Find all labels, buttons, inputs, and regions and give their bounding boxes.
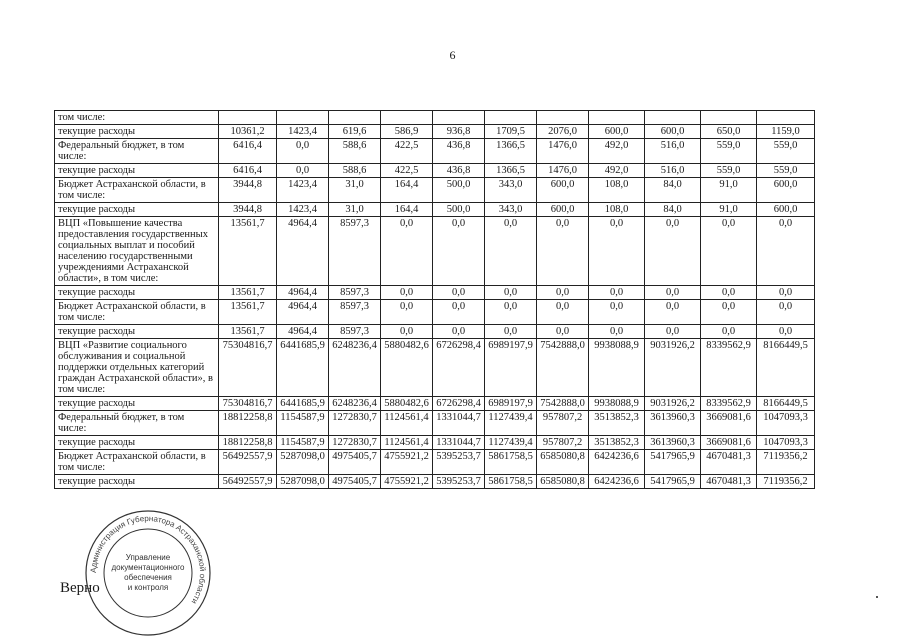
value-cell — [589, 111, 645, 125]
value-cell: 6585080,8 — [537, 450, 589, 475]
value-cell: 4755921,2 — [381, 475, 433, 489]
table-row — [55, 411, 815, 436]
value-cell: 343,0 — [485, 178, 537, 203]
value-cell: 5880482,6 — [381, 339, 433, 397]
value-cell: 422,5 — [381, 164, 433, 178]
value-cell: 108,0 — [589, 203, 645, 217]
row-label: текущие расходы — [55, 397, 219, 411]
official-stamp — [78, 508, 218, 638]
value-cell: 1366,5 — [485, 139, 537, 164]
value-cell: 0,0 — [381, 325, 433, 339]
value-cell: 588,6 — [329, 139, 381, 164]
value-cell: 0,0 — [485, 286, 537, 300]
value-cell: 1154587,9 — [277, 411, 329, 436]
value-cell: 3513852,3 — [589, 411, 645, 436]
value-cell: 164,4 — [381, 203, 433, 217]
table-row — [55, 139, 815, 164]
value-cell: 6989197,9 — [485, 397, 537, 411]
value-cell: 436,8 — [433, 139, 485, 164]
value-cell: 600,0 — [589, 125, 645, 139]
row-label: текущие расходы — [55, 125, 219, 139]
value-cell: 650,0 — [701, 125, 757, 139]
value-cell — [381, 111, 433, 125]
value-cell: 3669081,6 — [701, 436, 757, 450]
value-cell: 0,0 — [381, 217, 433, 286]
value-cell: 492,0 — [589, 139, 645, 164]
value-cell: 9938088,9 — [589, 397, 645, 411]
value-cell: 1127439,4 — [485, 411, 537, 436]
verno-text: Верно — [60, 580, 100, 596]
row-label: текущие расходы — [55, 286, 219, 300]
value-cell: 4975405,7 — [329, 450, 381, 475]
value-cell: 0,0 — [433, 217, 485, 286]
value-cell: 586,9 — [381, 125, 433, 139]
value-cell: 4964,4 — [277, 217, 329, 286]
value-cell: 600,0 — [645, 125, 701, 139]
value-cell: 31,0 — [329, 178, 381, 203]
value-cell: 108,0 — [589, 178, 645, 203]
value-cell: 0,0 — [485, 300, 537, 325]
value-cell: 6424236,6 — [589, 450, 645, 475]
row-label: ВЦП «Развитие социального обслуживания и социальной поддержки отдельных категорий граждан Астраханской области», в том числе: — [55, 339, 219, 397]
table-row — [55, 217, 815, 286]
value-cell: 8597,3 — [329, 217, 381, 286]
value-cell — [219, 111, 277, 125]
stamp-line-1: Управление — [125, 553, 171, 562]
value-cell: 3669081,6 — [701, 411, 757, 436]
page-number: 6 — [449, 48, 456, 62]
value-cell: 8166449,5 — [757, 397, 815, 411]
value-cell: 0,0 — [757, 217, 815, 286]
value-cell: 559,0 — [701, 164, 757, 178]
value-cell: 500,0 — [433, 178, 485, 203]
value-cell: 1423,4 — [277, 125, 329, 139]
value-cell: 436,8 — [433, 164, 485, 178]
value-cell: 0,0 — [701, 325, 757, 339]
value-cell: 6441685,9 — [277, 397, 329, 411]
table-row — [55, 475, 815, 489]
row-label: Федеральный бюджет, в том числе: — [55, 139, 219, 164]
value-cell: 0,0 — [645, 217, 701, 286]
value-cell: 0,0 — [537, 286, 589, 300]
value-cell: 0,0 — [485, 325, 537, 339]
value-cell: 0,0 — [381, 300, 433, 325]
value-cell: 4755921,2 — [381, 450, 433, 475]
value-cell: 3613960,3 — [645, 436, 701, 450]
table-row — [55, 339, 815, 397]
value-cell: 0,0 — [701, 300, 757, 325]
table-row — [55, 397, 815, 411]
value-cell: 6416,4 — [219, 164, 277, 178]
value-cell: 8339562,9 — [701, 397, 757, 411]
value-cell: 10361,2 — [219, 125, 277, 139]
value-cell: 1124561,4 — [381, 411, 433, 436]
value-cell: 4975405,7 — [329, 475, 381, 489]
value-cell: 492,0 — [589, 164, 645, 178]
table-row — [55, 164, 815, 178]
value-cell — [485, 111, 537, 125]
row-label: текущие расходы — [55, 164, 219, 178]
value-cell: 1423,4 — [277, 178, 329, 203]
value-cell: 1159,0 — [757, 125, 815, 139]
value-cell: 5287098,0 — [277, 450, 329, 475]
table-row — [55, 325, 815, 339]
value-cell: 6248236,4 — [329, 339, 381, 397]
value-cell: 0,0 — [589, 286, 645, 300]
value-cell: 559,0 — [757, 164, 815, 178]
value-cell: 422,5 — [381, 139, 433, 164]
stamp-line-3: обеспечения — [124, 573, 172, 582]
value-cell: 500,0 — [433, 203, 485, 217]
value-cell — [433, 111, 485, 125]
value-cell: 6441685,9 — [277, 339, 329, 397]
value-cell: 1127439,4 — [485, 436, 537, 450]
value-cell: 8339562,9 — [701, 339, 757, 397]
value-cell: 0,0 — [645, 286, 701, 300]
value-cell: 600,0 — [757, 203, 815, 217]
value-cell: 1476,0 — [537, 164, 589, 178]
value-cell: 8597,3 — [329, 300, 381, 325]
value-cell: 9938088,9 — [589, 339, 645, 397]
value-cell: 5417965,9 — [645, 475, 701, 489]
row-label: текущие расходы — [55, 325, 219, 339]
value-cell — [329, 111, 381, 125]
value-cell: 1709,5 — [485, 125, 537, 139]
table-row — [55, 203, 815, 217]
value-cell: 0,0 — [757, 300, 815, 325]
value-cell: 7542888,0 — [537, 397, 589, 411]
table-body — [55, 111, 815, 489]
value-cell: 0,0 — [589, 325, 645, 339]
value-cell: 0,0 — [381, 286, 433, 300]
value-cell: 4670481,3 — [701, 475, 757, 489]
value-cell: 343,0 — [485, 203, 537, 217]
value-cell: 6726298,4 — [433, 397, 485, 411]
value-cell: 56492557,9 — [219, 450, 277, 475]
table-row — [55, 450, 815, 475]
value-cell: 5395253,7 — [433, 450, 485, 475]
table-row — [55, 125, 815, 139]
value-cell: 600,0 — [537, 203, 589, 217]
value-cell: 9031926,2 — [645, 397, 701, 411]
value-cell: 5395253,7 — [433, 475, 485, 489]
value-cell: 31,0 — [329, 203, 381, 217]
value-cell: 0,0 — [701, 286, 757, 300]
stamp-line-2: документационного — [111, 563, 185, 572]
value-cell: 0,0 — [277, 139, 329, 164]
table-row — [55, 300, 815, 325]
value-cell — [757, 111, 815, 125]
row-label: Федеральный бюджет, в том числе: — [55, 411, 219, 436]
value-cell: 9031926,2 — [645, 339, 701, 397]
value-cell: 3944,8 — [219, 203, 277, 217]
value-cell — [277, 111, 329, 125]
value-cell: 600,0 — [537, 178, 589, 203]
value-cell: 1124561,4 — [381, 436, 433, 450]
value-cell: 6726298,4 — [433, 339, 485, 397]
value-cell: 0,0 — [537, 300, 589, 325]
value-cell: 936,8 — [433, 125, 485, 139]
value-cell: 0,0 — [537, 325, 589, 339]
table-row — [55, 436, 815, 450]
value-cell: 0,0 — [485, 217, 537, 286]
value-cell: 516,0 — [645, 139, 701, 164]
value-cell: 75304816,7 — [219, 339, 277, 397]
value-cell: 5861758,5 — [485, 450, 537, 475]
value-cell: 18812258,8 — [219, 436, 277, 450]
value-cell: 5287098,0 — [277, 475, 329, 489]
value-cell: 0,0 — [433, 286, 485, 300]
scan-mark — [876, 596, 878, 598]
value-cell: 0,0 — [757, 325, 815, 339]
value-cell: 5861758,5 — [485, 475, 537, 489]
row-label: Бюджет Астраханской области, в том числе: — [55, 178, 219, 203]
value-cell: 559,0 — [757, 139, 815, 164]
value-cell: 6585080,8 — [537, 475, 589, 489]
value-cell: 8597,3 — [329, 286, 381, 300]
row-label: текущие расходы — [55, 203, 219, 217]
value-cell: 0,0 — [589, 217, 645, 286]
value-cell: 0,0 — [645, 325, 701, 339]
value-cell: 0,0 — [589, 300, 645, 325]
value-cell: 84,0 — [645, 178, 701, 203]
budget-table — [54, 110, 815, 489]
value-cell: 588,6 — [329, 164, 381, 178]
value-cell: 957807,2 — [537, 436, 589, 450]
value-cell: 3513852,3 — [589, 436, 645, 450]
value-cell: 3613960,3 — [645, 411, 701, 436]
row-label: текущие расходы — [55, 436, 219, 450]
value-cell: 516,0 — [645, 164, 701, 178]
value-cell: 0,0 — [433, 325, 485, 339]
value-cell: 1047093,3 — [757, 436, 815, 450]
value-cell: 18812258,8 — [219, 411, 277, 436]
value-cell — [645, 111, 701, 125]
value-cell: 0,0 — [701, 217, 757, 286]
value-cell: 0,0 — [277, 164, 329, 178]
value-cell: 8597,3 — [329, 325, 381, 339]
row-label: ВЦП «Повышение качества предоставления государственных социальных выплат и пособий населению государственными учреждениями Астраханской области», в том числе: — [55, 217, 219, 286]
value-cell: 56492557,9 — [219, 475, 277, 489]
table-row — [55, 286, 815, 300]
value-cell: 0,0 — [433, 300, 485, 325]
value-cell — [701, 111, 757, 125]
value-cell: 75304816,7 — [219, 397, 277, 411]
value-cell: 3944,8 — [219, 178, 277, 203]
value-cell: 0,0 — [537, 217, 589, 286]
stamp-ring-text: Администрация Губернатора Астраханской области — [88, 513, 208, 606]
value-cell: 1423,4 — [277, 203, 329, 217]
stamp-line-4: и контроля — [127, 583, 169, 592]
value-cell: 1331044,7 — [433, 411, 485, 436]
value-cell: 6248236,4 — [329, 397, 381, 411]
value-cell: 4670481,3 — [701, 450, 757, 475]
value-cell: 619,6 — [329, 125, 381, 139]
value-cell: 13561,7 — [219, 300, 277, 325]
value-cell: 6989197,9 — [485, 339, 537, 397]
value-cell: 4964,4 — [277, 325, 329, 339]
value-cell: 957807,2 — [537, 411, 589, 436]
value-cell: 1272830,7 — [329, 436, 381, 450]
value-cell: 164,4 — [381, 178, 433, 203]
value-cell: 600,0 — [757, 178, 815, 203]
value-cell: 0,0 — [757, 286, 815, 300]
value-cell: 4964,4 — [277, 286, 329, 300]
value-cell: 91,0 — [701, 178, 757, 203]
value-cell: 13561,7 — [219, 286, 277, 300]
value-cell: 1366,5 — [485, 164, 537, 178]
value-cell: 1047093,3 — [757, 411, 815, 436]
value-cell: 91,0 — [701, 203, 757, 217]
value-cell: 2076,0 — [537, 125, 589, 139]
value-cell: 5880482,6 — [381, 397, 433, 411]
value-cell: 559,0 — [701, 139, 757, 164]
value-cell: 1154587,9 — [277, 436, 329, 450]
value-cell: 7119356,2 — [757, 450, 815, 475]
value-cell: 13561,7 — [219, 325, 277, 339]
value-cell — [537, 111, 589, 125]
value-cell: 1272830,7 — [329, 411, 381, 436]
value-cell: 7119356,2 — [757, 475, 815, 489]
value-cell: 7542888,0 — [537, 339, 589, 397]
row-label: Бюджет Астраханской области, в том числе: — [55, 300, 219, 325]
row-label: Бюджет Астраханской области, в том числе: — [55, 450, 219, 475]
value-cell: 0,0 — [645, 300, 701, 325]
row-label: том числе: — [55, 111, 219, 125]
value-cell: 4964,4 — [277, 300, 329, 325]
value-cell: 1476,0 — [537, 139, 589, 164]
value-cell: 84,0 — [645, 203, 701, 217]
value-cell: 5417965,9 — [645, 450, 701, 475]
table-row — [55, 111, 815, 125]
value-cell: 6424236,6 — [589, 475, 645, 489]
table-row — [55, 178, 815, 203]
value-cell: 13561,7 — [219, 217, 277, 286]
row-label: текущие расходы — [55, 475, 219, 489]
value-cell: 8166449,5 — [757, 339, 815, 397]
value-cell: 1331044,7 — [433, 436, 485, 450]
value-cell: 6416,4 — [219, 139, 277, 164]
